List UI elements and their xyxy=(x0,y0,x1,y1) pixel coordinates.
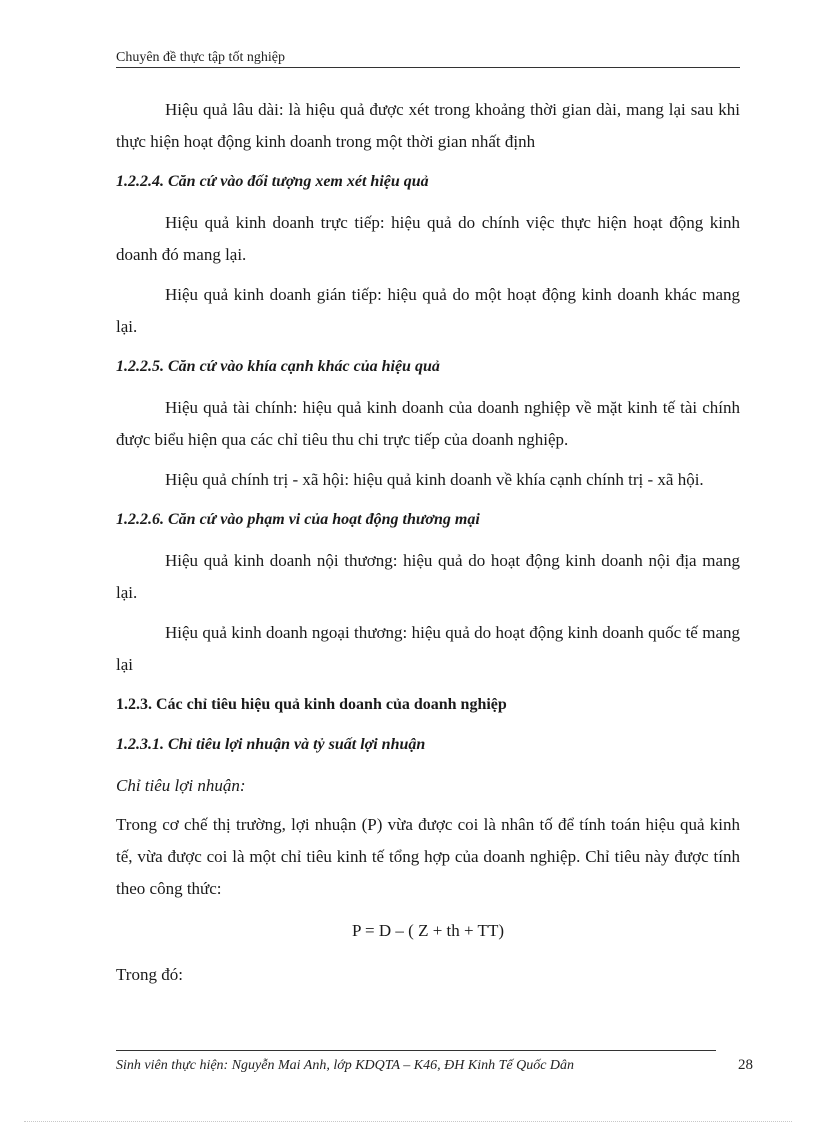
page-body xyxy=(116,94,740,991)
paragraph-foreign-trade-efficiency: Hiệu quả kinh doanh ngoại thương: hiệu quả do hoạt động kinh doanh quốc tế mang lại xyxy=(116,623,740,674)
paragraph-direct-efficiency: Hiệu quả kinh doanh trực tiếp: hiệu quả do chính việc thực hiện hoạt động kinh doanh đó mang lại. xyxy=(116,213,740,264)
page-number: 28 xyxy=(738,1057,753,1073)
paragraph-financial-efficiency: Hiệu quả tài chính: hiệu quả kinh doanh của doanh nghiệp về mặt kinh tế tài chính được biểu hiện qua các chỉ tiêu thu chi trực tiếp của doanh nghiệp. xyxy=(116,398,740,449)
paragraph-domestic-trade-efficiency: Hiệu quả kinh doanh nội thương: hiệu quả do hoạt động kinh doanh nội địa mang lại. xyxy=(116,551,740,602)
paragraph-market-mechanism: Trong cơ chế thị trường, lợi nhuận (P) vừa được coi là nhân tố để tính toán hiệu quả kinh tế, vừa được coi là một chỉ tiêu kinh tế tổng hợp của doanh nghiệp. Chỉ tiêu này được tính theo công thức: xyxy=(116,815,740,898)
heading-1-2-2-4: 1.2.2.4. Căn cứ vào đối tượng xem xét hiệu quả xyxy=(116,173,429,190)
heading-1-2-3: 1.2.3. Các chỉ tiêu hiệu quả kinh doanh của doanh nghiệp xyxy=(116,696,507,713)
page-edge-dotted-line xyxy=(24,1121,792,1122)
label-profit-indicator: Chỉ tiêu lợi nhuận: xyxy=(116,776,246,795)
paragraph-political-efficiency: Hiệu quả chính trị - xã hội: hiệu quả kinh doanh về khía cạnh chính trị - xã hội. xyxy=(165,470,704,489)
header-divider xyxy=(116,67,740,68)
label-where: Trong đó: xyxy=(116,965,183,984)
profit-formula: P = D – ( Z + th + TT) xyxy=(351,921,504,940)
running-header: Chuyên đề thực tập tốt nghiệp xyxy=(116,50,285,65)
heading-1-2-3-1: 1.2.3.1. Chỉ tiêu lợi nhuận và tỷ suất lợi nhuận xyxy=(116,736,426,753)
footer-divider xyxy=(116,1050,716,1051)
footer-author: Sinh viên thực hiện: Nguyễn Mai Anh, lớp KDQTA – K46, ĐH Kinh Tế Quốc Dân xyxy=(116,1058,575,1073)
heading-1-2-2-5: 1.2.2.5. Căn cứ vào khía cạnh khác của hiệu quả xyxy=(116,358,440,375)
paragraph-long-term-efficiency: Hiệu quả lâu dài: là hiệu quả được xét trong khoảng thời gian dài, mang lại sau khi thực hiện hoạt động kinh doanh trong một thời gian nhất định xyxy=(116,100,740,151)
paragraph-indirect-efficiency: Hiệu quả kinh doanh gián tiếp: hiệu quả do một hoạt động kinh doanh khác mang lại. xyxy=(116,285,740,336)
heading-1-2-2-6: 1.2.2.6. Căn cứ vào phạm vi của hoạt động thương mại xyxy=(116,511,480,528)
